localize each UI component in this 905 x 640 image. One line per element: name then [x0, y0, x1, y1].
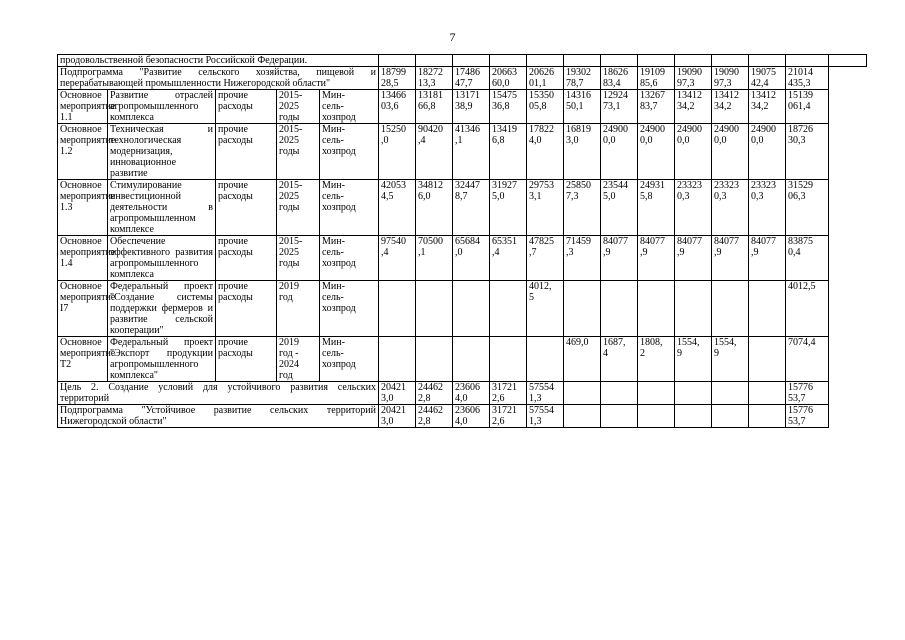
activity-row — [58, 337, 867, 382]
year-value-cell: 15350 05,8 — [527, 90, 564, 124]
page-number: 7 — [449, 30, 456, 44]
year-value-cell: 47825 ,7 — [527, 236, 564, 281]
year-value-cell: 13412 34,2 — [712, 90, 749, 124]
activity-row — [58, 124, 867, 180]
year-value-cell: 18272 13,3 — [416, 67, 453, 90]
subprogram-row — [58, 405, 867, 428]
year-value-cell: 4012, 5 — [527, 281, 564, 337]
value-cell — [749, 55, 786, 67]
year-value-cell — [749, 337, 786, 382]
subprogram-row-label: Подпрограмма "Развитие сельского хозяйства, пищевой и перерабатывающей промышленности Нижегородской области" — [58, 67, 379, 90]
year-value-cell — [490, 281, 527, 337]
table-row-continuation — [58, 55, 867, 67]
year-value-cell: 23544 5,0 — [601, 180, 638, 236]
total-cell: 21014 435,3 — [786, 67, 829, 90]
year-value-cell: 24900 0,0 — [601, 124, 638, 180]
year-value-cell: 13412 34,2 — [675, 90, 712, 124]
year-value-cell: 1554, 9 — [712, 337, 749, 382]
total-cell: 83875 0,4 — [786, 236, 829, 281]
year-value-cell — [379, 281, 416, 337]
year-value-cell: 24900 0,0 — [749, 124, 786, 180]
year-value-cell: 29753 3,1 — [527, 180, 564, 236]
executor: Мин- сель- хозпрод — [320, 337, 379, 382]
year-value-cell: 90420 ,4 — [416, 124, 453, 180]
value-cell — [601, 55, 638, 67]
executor: Мин- сель- хозпрод — [320, 281, 379, 337]
activity-period: 2015- 2025 годы — [277, 180, 320, 236]
value-cell — [379, 55, 416, 67]
year-value-cell — [601, 405, 638, 428]
year-value-cell: 23606 4,0 — [453, 405, 490, 428]
year-value-cell: 24462 2,8 — [416, 405, 453, 428]
year-value-cell: 14316 50,1 — [564, 90, 601, 124]
expense-type: прочие расходы — [216, 90, 277, 124]
year-value-cell: 24462 2,8 — [416, 382, 453, 405]
year-value-cell: 1808, 2 — [638, 337, 675, 382]
activity-row — [58, 281, 867, 337]
activity-name: Федеральный проект "Экспорт продукции агропромышленного комплекса" — [108, 337, 216, 382]
year-value-cell: 15250 ,0 — [379, 124, 416, 180]
value-cell — [527, 55, 564, 67]
year-value-cell — [675, 281, 712, 337]
executor: Мин- сель- хозпрод — [320, 124, 379, 180]
activity-name: Развитие отраслей агропромышленного комплекса — [108, 90, 216, 124]
year-value-cell — [712, 281, 749, 337]
budget-table — [57, 54, 867, 428]
activity-period: 2019 год - 2024 год — [277, 337, 320, 382]
year-value-cell — [712, 405, 749, 428]
year-value-cell: 19075 42,4 — [749, 67, 786, 90]
year-value-cell: 12924 73,1 — [601, 90, 638, 124]
year-value-cell: 25850 7,3 — [564, 180, 601, 236]
year-value-cell: 20626 01,1 — [527, 67, 564, 90]
subprogram-row — [58, 67, 867, 90]
year-value-cell — [453, 281, 490, 337]
year-value-cell: 13171 38,9 — [453, 90, 490, 124]
year-value-cell: 13466 03,6 — [379, 90, 416, 124]
year-value-cell: 20421 3,0 — [379, 405, 416, 428]
value-cell — [416, 55, 453, 67]
year-value-cell — [564, 405, 601, 428]
activity-name: Федеральный проект "Создание системы поддержки фермеров и развитие сельской кооперации" — [108, 281, 216, 337]
year-value-cell — [416, 337, 453, 382]
year-value-cell: 13181 66,8 — [416, 90, 453, 124]
year-value-cell: 19090 97,3 — [675, 67, 712, 90]
executor: Мин- сель- хозпрод — [320, 236, 379, 281]
activity-row — [58, 90, 867, 124]
total-cell: 15139 061,4 — [786, 90, 829, 124]
value-cell — [786, 55, 829, 67]
expense-type: прочие расходы — [216, 180, 277, 236]
goal-row — [58, 382, 867, 405]
year-value-cell — [416, 281, 453, 337]
expense-type: прочие расходы — [216, 281, 277, 337]
activity-name: Техническая и технологическая модернизация, инновационное развитие — [108, 124, 216, 180]
year-value-cell: 57554 1,3 — [527, 405, 564, 428]
year-value-cell: 84077 ,9 — [601, 236, 638, 281]
year-value-cell: 13267 83,7 — [638, 90, 675, 124]
continuation-text: продовольственной безопасности Российской Федерации. — [58, 55, 379, 67]
value-cell — [564, 55, 601, 67]
year-value-cell: 19109 85,6 — [638, 67, 675, 90]
executor: Мин- сель- хозпрод — [320, 180, 379, 236]
year-value-cell: 23323 0,3 — [712, 180, 749, 236]
year-value-cell — [638, 405, 675, 428]
activity-period: 2019 год — [277, 281, 320, 337]
value-cell — [829, 55, 867, 67]
activity-period: 2015- 2025 годы — [277, 90, 320, 124]
value-cell — [638, 55, 675, 67]
year-value-cell: 19302 78,7 — [564, 67, 601, 90]
year-value-cell — [749, 281, 786, 337]
expense-type: прочие расходы — [216, 337, 277, 382]
year-value-cell: 24900 0,0 — [675, 124, 712, 180]
expense-type: прочие расходы — [216, 236, 277, 281]
activity-kind: Основное мероприятие 1.1 — [58, 90, 108, 124]
year-value-cell: 84077 ,9 — [675, 236, 712, 281]
year-value-cell — [638, 382, 675, 405]
goal-row-label: Цель 2. Создание условий для устойчивого развития сельских территорий — [58, 382, 379, 405]
year-value-cell: 15475 36,8 — [490, 90, 527, 124]
year-value-cell: 17486 47,7 — [453, 67, 490, 90]
year-value-cell — [712, 382, 749, 405]
year-value-cell: 24931 5,8 — [638, 180, 675, 236]
activity-row — [58, 180, 867, 236]
year-value-cell: 23323 0,3 — [749, 180, 786, 236]
total-cell: 15776 53,7 — [786, 382, 829, 405]
year-value-cell: 19090 97,3 — [712, 67, 749, 90]
year-value-cell: 84077 ,9 — [712, 236, 749, 281]
year-value-cell: 97540 ,4 — [379, 236, 416, 281]
year-value-cell — [564, 281, 601, 337]
value-cell — [453, 55, 490, 67]
value-cell — [490, 55, 527, 67]
year-value-cell: 20421 3,0 — [379, 382, 416, 405]
year-value-cell: 65684 ,0 — [453, 236, 490, 281]
year-value-cell: 32447 8,7 — [453, 180, 490, 236]
year-value-cell — [527, 337, 564, 382]
year-value-cell: 71459 ,3 — [564, 236, 601, 281]
activity-kind: Основное мероприятие I7 — [58, 281, 108, 337]
year-value-cell: 31927 5,0 — [490, 180, 527, 236]
year-value-cell — [564, 382, 601, 405]
activity-row — [58, 236, 867, 281]
total-cell: 31529 06,3 — [786, 180, 829, 236]
activity-kind: Основное мероприятие 1.2 — [58, 124, 108, 180]
year-value-cell: 31721 2,6 — [490, 382, 527, 405]
year-value-cell — [638, 281, 675, 337]
year-value-cell — [675, 405, 712, 428]
year-value-cell: 13419 6,8 — [490, 124, 527, 180]
year-value-cell: 18799 28,5 — [379, 67, 416, 90]
activity-period: 2015- 2025 годы — [277, 124, 320, 180]
value-cell — [675, 55, 712, 67]
year-value-cell: 23606 4,0 — [453, 382, 490, 405]
executor: Мин- сель- хозпрод — [320, 90, 379, 124]
year-value-cell — [749, 382, 786, 405]
year-value-cell: 469,0 — [564, 337, 601, 382]
year-value-cell: 24900 0,0 — [638, 124, 675, 180]
year-value-cell: 1554, 9 — [675, 337, 712, 382]
year-value-cell: 13412 34,2 — [749, 90, 786, 124]
activity-name: Стимулирование инвестиционной деятельности в агропромышленном комплексе — [108, 180, 216, 236]
year-value-cell: 31721 2,6 — [490, 405, 527, 428]
year-value-cell — [490, 337, 527, 382]
activity-kind: Основное мероприятие T2 — [58, 337, 108, 382]
year-value-cell: 84077 ,9 — [638, 236, 675, 281]
year-value-cell: 16819 3,0 — [564, 124, 601, 180]
year-value-cell: 41346 ,1 — [453, 124, 490, 180]
year-value-cell — [749, 405, 786, 428]
year-value-cell: 1687, 4 — [601, 337, 638, 382]
year-value-cell: 18626 83,4 — [601, 67, 638, 90]
activity-kind: Основное мероприятие 1.3 — [58, 180, 108, 236]
year-value-cell: 65351 ,4 — [490, 236, 527, 281]
year-value-cell — [453, 337, 490, 382]
total-cell: 7074,4 — [786, 337, 829, 382]
year-value-cell: 17822 4,0 — [527, 124, 564, 180]
total-cell: 4012,5 — [786, 281, 829, 337]
year-value-cell: 23323 0,3 — [675, 180, 712, 236]
year-value-cell: 24900 0,0 — [712, 124, 749, 180]
expense-type: прочие расходы — [216, 124, 277, 180]
activity-kind: Основное мероприятие 1.4 — [58, 236, 108, 281]
year-value-cell: 84077 ,9 — [749, 236, 786, 281]
year-value-cell: 57554 1,3 — [527, 382, 564, 405]
year-value-cell — [601, 382, 638, 405]
year-value-cell: 20663 60,0 — [490, 67, 527, 90]
year-value-cell — [601, 281, 638, 337]
year-value-cell — [379, 337, 416, 382]
year-value-cell: 42053 4,5 — [379, 180, 416, 236]
subprogram-row-label: Подпрограмма "Устойчивое развитие сельских территорий Нижегородской области" — [58, 405, 379, 428]
year-value-cell — [675, 382, 712, 405]
activity-name: Обеспечение эффективного развития агропромышленного комплекса — [108, 236, 216, 281]
year-value-cell: 70500 ,1 — [416, 236, 453, 281]
year-value-cell: 34812 6,0 — [416, 180, 453, 236]
value-cell — [712, 55, 749, 67]
activity-period: 2015- 2025 годы — [277, 236, 320, 281]
total-cell: 18726 30,3 — [786, 124, 829, 180]
total-cell: 15776 53,7 — [786, 405, 829, 428]
